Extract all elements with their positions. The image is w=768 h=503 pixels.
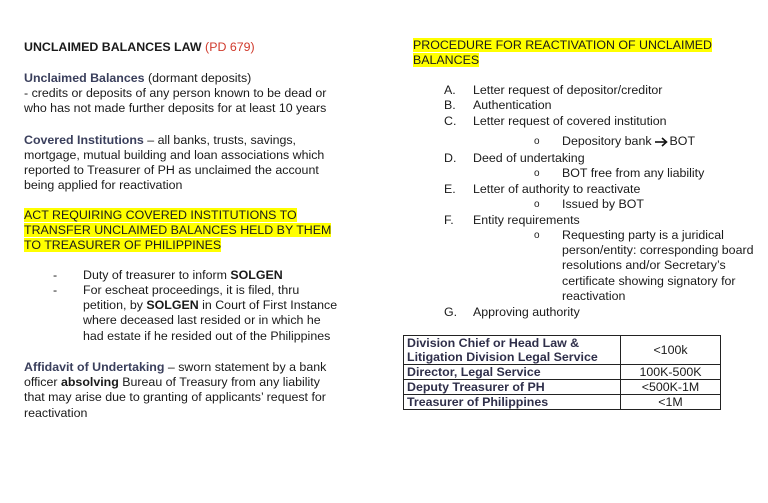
covered-line-0: – all banks, trusts, savings,	[147, 133, 297, 147]
amount-cell: <1M	[621, 395, 721, 410]
unclaimed-term: Unclaimed Balances	[24, 71, 145, 85]
unclaimed-def-line0	[24, 71, 251, 86]
absolving: absolving	[60, 375, 119, 390]
unclaimed-def-line1: - credits or deposits of any person known to be dead or	[24, 86, 327, 100]
doc-title-text: UNCLAIMED BALANCES LAW	[24, 40, 202, 54]
procedure-list: A. Letter request of depositor/creditor B. Authentication C. Letter request of covered institution o Depository bank BOT D. Deed of undertaking o BOT free from any liability E. Letter of authority to reactivate o Issued by BOT F. Entity requirements o Requesting party is a juridical person/entity: corresponding board resolutions and/or Secretary’s certificate showing signatory for reactivation G. Approving authority	[444, 83, 754, 319]
table-row	[404, 395, 721, 410]
arrow-right-icon	[654, 137, 668, 147]
amount-cell: 100K-500K	[621, 365, 721, 380]
covered-line-3: being applied for reactivation	[24, 178, 183, 192]
approving-authority-table	[403, 335, 721, 410]
unclaimed-def-line2: who has not made further deposits for at least 10 years	[24, 101, 327, 115]
authority-cell: Treasurer of Philippines	[404, 395, 621, 410]
authority-cell: Director, Legal Service	[404, 365, 621, 380]
act-heading-line-2: TO TREASURER OF PHILIPPINES	[24, 238, 222, 252]
affidavit-term: Affidavit of Undertaking	[24, 360, 165, 374]
act-heading-line-1: TRANSFER UNCLAIMED BALANCES HELD BY THEM	[24, 223, 332, 237]
table-row	[404, 380, 721, 395]
solgen-1: SOLGEN	[230, 268, 283, 282]
doc-title: UNCLAIMED BALANCES LAW (PD 679)	[24, 40, 255, 54]
amount-cell: <100k	[621, 336, 721, 365]
procedure-heading-0: PROCEDURE FOR REACTIVATION OF UNCLAIMED	[413, 38, 713, 52]
affidavit-def: Affidavit of Undertaking – sworn statement by a bank officer absolving Bureau of Treasury from any liability that may arise due to granting of applicants’ request for reactivation	[24, 360, 327, 420]
table-row	[404, 365, 721, 380]
covered-def-line0	[24, 133, 296, 148]
act-heading-line-0: ACT REQUIRING COVERED INSTITUTIONS TO	[24, 208, 297, 222]
authority-cell: Deputy Treasurer of PH	[404, 380, 621, 395]
amount-cell: <500K-1M	[621, 380, 721, 395]
covered-line-2: reported to Treasurer of PH as unclaimed the account	[24, 163, 319, 177]
covered-term: Covered Institutions	[24, 133, 144, 147]
procedure-heading-1: BALANCES	[413, 53, 480, 67]
authority-cell: Division Chief or Head Law & Litigation Division Legal Service	[404, 336, 621, 365]
unclaimed-paren: (dormant deposits)	[147, 71, 252, 85]
solgen-2: SOLGEN	[146, 298, 199, 313]
doc-title-ref: PD 679	[209, 40, 251, 54]
covered-line-1: mortgage, mutual building and loan associations which	[24, 148, 325, 162]
table-row	[404, 336, 721, 365]
